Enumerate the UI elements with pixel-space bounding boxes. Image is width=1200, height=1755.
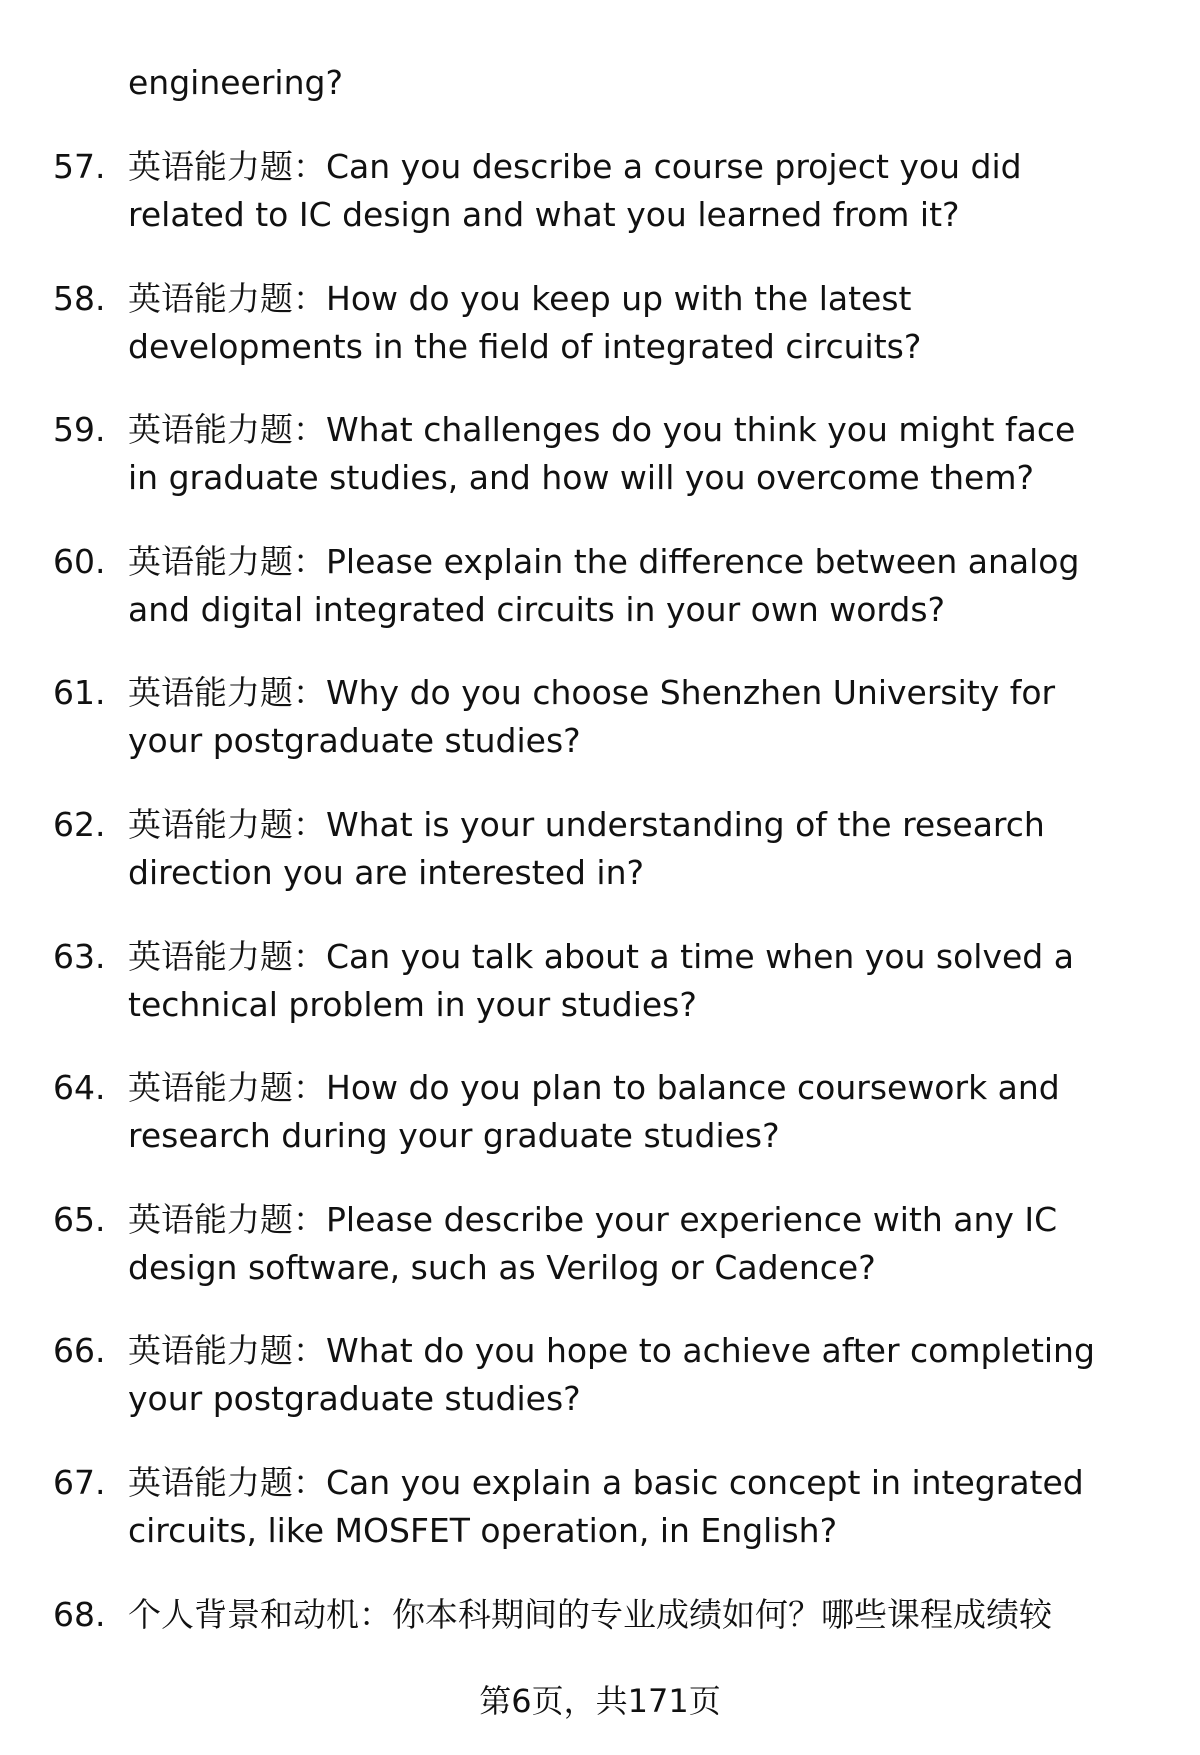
question-text-line: circuits, like MOSFET operation, in English? bbox=[128, 1511, 838, 1550]
question-text-line: 英语能力题：What challenges do you think you might face bbox=[128, 410, 1076, 450]
question-text-line: in graduate studies, and how will you overcome them? bbox=[128, 458, 1034, 498]
continuation-text: engineering? bbox=[128, 63, 343, 102]
question-text-line: 英语能力题：Why do you choose Shenzhen University for bbox=[128, 673, 1056, 713]
question-text-line: 英语能力题：Can you talk about a time when you solved a bbox=[128, 936, 1074, 976]
question-text-line: direction you are interested in? bbox=[128, 853, 645, 892]
question-text-line: 英语能力题：Can you explain a basic concept in integrated bbox=[128, 1463, 1084, 1502]
question-text-line: 英语能力题：Please describe your experience with any IC bbox=[128, 1199, 1058, 1239]
question-number: 68. bbox=[53, 1594, 106, 1634]
question-text-line: and digital integrated circuits in your own words? bbox=[128, 589, 946, 629]
question-text-line: 个人背景和动机：你本科期间的专业成绩如何？哪些课程成绩较 bbox=[128, 1594, 1052, 1634]
question-text-line: related to IC design and what you learned from it? bbox=[128, 195, 960, 234]
question-number: 65. bbox=[53, 1199, 106, 1239]
question-number: 58. bbox=[53, 278, 106, 318]
question-number: 62. bbox=[53, 805, 106, 844]
question-number: 66. bbox=[53, 1331, 106, 1371]
question-text-line: research during your graduate studies? bbox=[128, 1116, 780, 1156]
question-text-line: technical problem in your studies? bbox=[128, 984, 697, 1024]
question-text-line: developments in the field of integrated circuits? bbox=[128, 326, 922, 366]
question-number: 60. bbox=[53, 541, 106, 581]
question-text-line: your postgraduate studies? bbox=[128, 1379, 581, 1419]
question-number: 64. bbox=[53, 1068, 106, 1108]
question-text-line: design software, such as Verilog or Cadence? bbox=[128, 1247, 876, 1287]
question-text-line: 英语能力题：Please explain the difference between analog bbox=[128, 541, 1080, 581]
question-number: 63. bbox=[53, 936, 106, 976]
question-number: 67. bbox=[53, 1463, 106, 1502]
question-text-line: 英语能力题：What is your understanding of the research bbox=[128, 805, 1045, 844]
question-text-line: 英语能力题：How do you plan to balance coursework and bbox=[128, 1068, 1060, 1108]
page-number: 第6页，共171页 bbox=[479, 1682, 721, 1720]
question-number: 61. bbox=[53, 673, 106, 713]
question-text-line: 英语能力题：What do you hope to achieve after completing bbox=[128, 1331, 1095, 1371]
question-text-line: your postgraduate studies? bbox=[128, 721, 581, 761]
question-text-line: 英语能力题：Can you describe a course project you did bbox=[128, 147, 1022, 186]
question-text-line: 英语能力题：How do you keep up with the latest bbox=[128, 278, 912, 318]
question-number: 57. bbox=[53, 147, 106, 186]
question-number: 59. bbox=[53, 410, 106, 450]
